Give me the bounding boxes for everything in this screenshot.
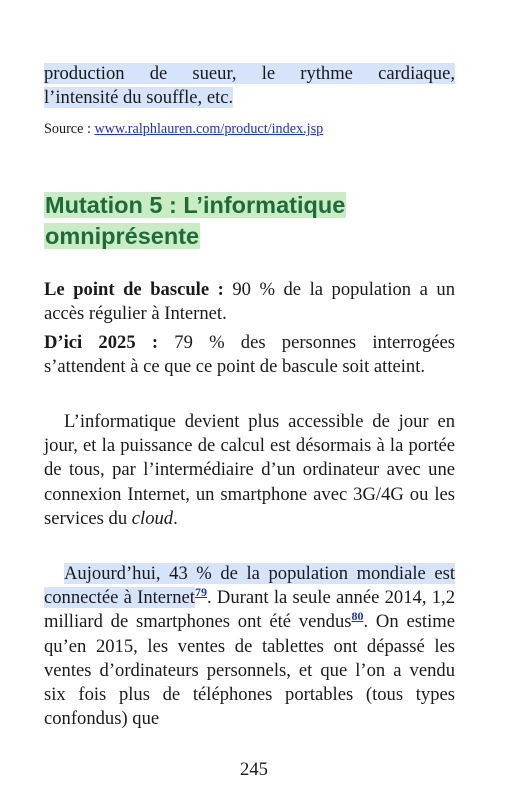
by-2025-label: D’ici 2025 :: [44, 332, 159, 353]
tipping-point-text: 90 % de la population a un accès régulier à Internet.: [44, 279, 455, 325]
heading-line-1: Mutation 5 : L’informatique: [45, 192, 346, 218]
page-number: 245: [240, 759, 268, 780]
tipping-point-label: Le point de bascule :: [44, 279, 224, 300]
footnote-ref-79[interactable]: [195, 583, 207, 600]
paragraph-2-mid: . Durant la seule année 2014, 1,2 milliard de smartphones ont été vendus: [44, 587, 456, 633]
tipping-point-paragraph: [44, 278, 455, 326]
footnote-ref-80[interactable]: [351, 607, 363, 624]
paragraph-2-rest: . On estime qu’en 2015, les ventes de tablettes ont dépassé les ventes d’ordinateurs personnels, et que l’on a vendu six fois plus de téléphones portables (tous types confondus) que: [44, 611, 455, 730]
paragraph-2: [44, 562, 455, 731]
footnote-link-79[interactable]: 79: [194, 585, 207, 600]
source-line: [44, 120, 323, 138]
paragraph-1-italic: cloud: [131, 507, 174, 529]
top-paragraph-line-1: production de sueur, le rythme cardiaque,: [44, 63, 455, 84]
by-2025-paragraph: [44, 331, 455, 379]
paragraph-2-highlight: Aujourd’hui, 43 % de la population mondiale est connectée à Internet: [44, 563, 455, 609]
top-paragraph-line-2: l’intensité du souffle, etc.: [44, 87, 234, 109]
section-heading: [44, 190, 455, 252]
source-link[interactable]: www.ralphlauren.com/product/index.jsp: [94, 121, 324, 137]
paragraph-1-end: .: [173, 507, 178, 529]
footnote-link-80[interactable]: 80: [351, 609, 364, 624]
paragraph-1-text: L’informatique devient plus accessible de jour en jour, et la puissance de calcul est désormais à la portée de tous, par l’intermédiaire d’un ordinateur avec une connexion Internet, un smartphone avec 3G/4G ou les services du: [44, 411, 455, 529]
by-2025-text: 79 % des personnes interrogées s’attendent à ce que ce point de bascule soit atteint.: [44, 332, 455, 378]
top-paragraph: [44, 62, 455, 110]
source-label: Source :: [44, 121, 95, 137]
paragraph-1: [44, 410, 455, 531]
heading-line-2: omniprésente: [45, 223, 200, 249]
